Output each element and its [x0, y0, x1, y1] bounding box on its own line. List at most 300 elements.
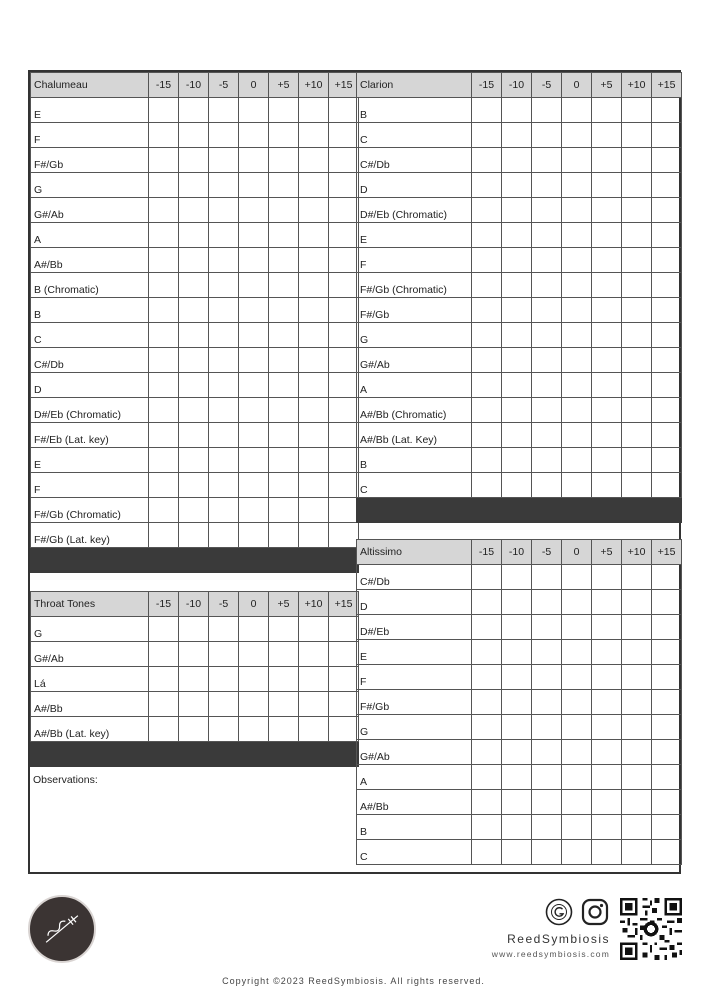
tuning-cell[interactable] [532, 248, 562, 273]
tuning-cell[interactable] [239, 667, 269, 692]
tuning-cell[interactable] [562, 223, 592, 248]
tuning-cell[interactable] [622, 448, 652, 473]
tuning-cell[interactable] [622, 840, 652, 865]
tuning-cell[interactable] [329, 667, 359, 692]
tuning-cell[interactable] [269, 617, 299, 642]
tuning-cell[interactable] [299, 173, 329, 198]
tuning-cell[interactable] [502, 348, 532, 373]
tuning-cell[interactable] [502, 448, 532, 473]
tuning-cell[interactable] [652, 98, 682, 123]
tuning-cell[interactable] [209, 123, 239, 148]
tuning-cell[interactable] [239, 223, 269, 248]
tuning-cell[interactable] [269, 717, 299, 742]
tuning-cell[interactable] [532, 715, 562, 740]
tuning-cell[interactable] [149, 498, 179, 523]
tuning-cell[interactable] [652, 665, 682, 690]
tuning-cell[interactable] [532, 423, 562, 448]
tuning-cell[interactable] [532, 815, 562, 840]
tuning-cell[interactable] [329, 617, 359, 642]
tuning-cell[interactable] [652, 615, 682, 640]
tuning-cell[interactable] [562, 473, 592, 498]
tuning-cell[interactable] [622, 690, 652, 715]
tuning-cell[interactable] [179, 498, 209, 523]
qr-code[interactable] [620, 898, 682, 960]
tuning-cell[interactable] [472, 615, 502, 640]
tuning-cell[interactable] [562, 423, 592, 448]
tuning-cell[interactable] [472, 690, 502, 715]
tuning-cell[interactable] [269, 667, 299, 692]
tuning-cell[interactable] [592, 840, 622, 865]
tuning-cell[interactable] [299, 323, 329, 348]
tuning-cell[interactable] [179, 98, 209, 123]
tuning-cell[interactable] [329, 473, 359, 498]
tuning-cell[interactable] [532, 98, 562, 123]
tuning-cell[interactable] [502, 765, 532, 790]
tuning-cell[interactable] [269, 148, 299, 173]
tuning-cell[interactable] [532, 348, 562, 373]
tuning-cell[interactable] [179, 323, 209, 348]
tuning-cell[interactable] [269, 298, 299, 323]
tuning-cell[interactable] [329, 348, 359, 373]
tuning-cell[interactable] [652, 323, 682, 348]
tuning-cell[interactable] [179, 198, 209, 223]
tuning-cell[interactable] [562, 273, 592, 298]
tuning-cell[interactable] [209, 498, 239, 523]
tuning-cell[interactable] [209, 423, 239, 448]
tuning-cell[interactable] [652, 690, 682, 715]
tuning-cell[interactable] [149, 717, 179, 742]
tuning-cell[interactable] [532, 323, 562, 348]
tuning-cell[interactable] [652, 740, 682, 765]
tuning-cell[interactable] [329, 373, 359, 398]
tuning-cell[interactable] [652, 148, 682, 173]
tuning-cell[interactable] [299, 298, 329, 323]
tuning-cell[interactable] [472, 123, 502, 148]
tuning-cell[interactable] [209, 198, 239, 223]
tuning-cell[interactable] [239, 473, 269, 498]
tuning-cell[interactable] [472, 173, 502, 198]
tuning-cell[interactable] [299, 523, 329, 548]
tuning-cell[interactable] [562, 690, 592, 715]
tuning-cell[interactable] [622, 323, 652, 348]
tuning-cell[interactable] [532, 640, 562, 665]
tuning-cell[interactable] [532, 615, 562, 640]
tuning-cell[interactable] [472, 223, 502, 248]
tuning-cell[interactable] [269, 223, 299, 248]
tuning-cell[interactable] [299, 423, 329, 448]
tuning-cell[interactable] [472, 715, 502, 740]
tuning-cell[interactable] [652, 248, 682, 273]
tuning-cell[interactable] [562, 640, 592, 665]
tuning-cell[interactable] [532, 790, 562, 815]
tuning-cell[interactable] [622, 473, 652, 498]
tuning-cell[interactable] [472, 298, 502, 323]
tuning-cell[interactable] [472, 98, 502, 123]
tuning-cell[interactable] [592, 298, 622, 323]
tuning-cell[interactable] [269, 498, 299, 523]
tuning-cell[interactable] [622, 123, 652, 148]
tuning-cell[interactable] [329, 423, 359, 448]
tuning-cell[interactable] [179, 423, 209, 448]
tuning-cell[interactable] [652, 590, 682, 615]
observations-box[interactable] [30, 770, 356, 872]
tuning-cell[interactable] [592, 323, 622, 348]
tuning-cell[interactable] [502, 690, 532, 715]
tuning-cell[interactable] [622, 173, 652, 198]
tuning-cell[interactable] [562, 740, 592, 765]
tuning-cell[interactable] [652, 173, 682, 198]
tuning-cell[interactable] [592, 565, 622, 590]
tuning-cell[interactable] [299, 448, 329, 473]
tuning-cell[interactable] [299, 98, 329, 123]
tuning-cell[interactable] [502, 790, 532, 815]
tuning-cell[interactable] [239, 448, 269, 473]
tuning-cell[interactable] [179, 248, 209, 273]
tuning-cell[interactable] [472, 398, 502, 423]
tuning-cell[interactable] [239, 173, 269, 198]
tuning-cell[interactable] [592, 665, 622, 690]
tuning-cell[interactable] [532, 590, 562, 615]
tuning-cell[interactable] [209, 398, 239, 423]
tuning-cell[interactable] [622, 148, 652, 173]
tuning-cell[interactable] [592, 615, 622, 640]
tuning-cell[interactable] [209, 448, 239, 473]
tuning-cell[interactable] [239, 123, 269, 148]
tuning-cell[interactable] [502, 615, 532, 640]
tuning-cell[interactable] [299, 123, 329, 148]
tuning-cell[interactable] [472, 740, 502, 765]
tuning-cell[interactable] [299, 248, 329, 273]
tuning-cell[interactable] [652, 840, 682, 865]
tuning-cell[interactable] [652, 715, 682, 740]
tuning-cell[interactable] [502, 173, 532, 198]
tuning-cell[interactable] [592, 790, 622, 815]
tuning-cell[interactable] [329, 298, 359, 323]
tuning-cell[interactable] [329, 448, 359, 473]
tuning-cell[interactable] [149, 248, 179, 273]
tuning-cell[interactable] [299, 473, 329, 498]
tuning-cell[interactable] [472, 640, 502, 665]
tuning-cell[interactable] [472, 198, 502, 223]
tuning-cell[interactable] [179, 173, 209, 198]
tuning-cell[interactable] [532, 173, 562, 198]
tuning-cell[interactable] [149, 123, 179, 148]
tuning-cell[interactable] [239, 423, 269, 448]
tuning-cell[interactable] [329, 692, 359, 717]
tuning-cell[interactable] [179, 642, 209, 667]
tuning-cell[interactable] [502, 640, 532, 665]
tuning-cell[interactable] [179, 298, 209, 323]
tuning-cell[interactable] [269, 123, 299, 148]
tuning-cell[interactable] [622, 615, 652, 640]
tuning-cell[interactable] [239, 298, 269, 323]
tuning-cell[interactable] [472, 373, 502, 398]
tuning-cell[interactable] [269, 373, 299, 398]
tuning-cell[interactable] [502, 715, 532, 740]
tuning-cell[interactable] [472, 148, 502, 173]
tuning-cell[interactable] [562, 590, 592, 615]
tuning-cell[interactable] [269, 248, 299, 273]
tuning-cell[interactable] [472, 840, 502, 865]
tuning-cell[interactable] [562, 715, 592, 740]
tuning-cell[interactable] [562, 765, 592, 790]
tuning-cell[interactable] [239, 498, 269, 523]
tuning-cell[interactable] [269, 348, 299, 373]
tuning-cell[interactable] [209, 523, 239, 548]
tuning-cell[interactable] [532, 373, 562, 398]
tuning-cell[interactable] [562, 615, 592, 640]
tuning-cell[interactable] [472, 248, 502, 273]
tuning-cell[interactable] [149, 323, 179, 348]
tuning-cell[interactable] [329, 148, 359, 173]
website-icon[interactable] [545, 898, 573, 926]
tuning-cell[interactable] [472, 473, 502, 498]
tuning-cell[interactable] [269, 98, 299, 123]
tuning-cell[interactable] [149, 473, 179, 498]
tuning-cell[interactable] [179, 448, 209, 473]
tuning-cell[interactable] [652, 373, 682, 398]
tuning-cell[interactable] [652, 223, 682, 248]
tuning-cell[interactable] [472, 590, 502, 615]
tuning-cell[interactable] [329, 123, 359, 148]
tuning-cell[interactable] [239, 248, 269, 273]
tuning-cell[interactable] [592, 473, 622, 498]
tuning-cell[interactable] [209, 148, 239, 173]
tuning-cell[interactable] [652, 448, 682, 473]
tuning-cell[interactable] [592, 373, 622, 398]
tuning-cell[interactable] [502, 590, 532, 615]
tuning-cell[interactable] [149, 423, 179, 448]
tuning-cell[interactable] [622, 273, 652, 298]
tuning-cell[interactable] [622, 248, 652, 273]
tuning-cell[interactable] [299, 717, 329, 742]
tuning-cell[interactable] [502, 740, 532, 765]
tuning-cell[interactable] [622, 373, 652, 398]
tuning-cell[interactable] [299, 498, 329, 523]
tuning-cell[interactable] [532, 123, 562, 148]
tuning-cell[interactable] [622, 640, 652, 665]
tuning-cell[interactable] [592, 640, 622, 665]
tuning-cell[interactable] [472, 323, 502, 348]
tuning-cell[interactable] [652, 273, 682, 298]
tuning-cell[interactable] [269, 692, 299, 717]
tuning-cell[interactable] [179, 273, 209, 298]
tuning-cell[interactable] [592, 273, 622, 298]
tuning-cell[interactable] [179, 223, 209, 248]
instagram-icon[interactable] [581, 898, 609, 926]
tuning-cell[interactable] [592, 740, 622, 765]
tuning-cell[interactable] [209, 692, 239, 717]
tuning-cell[interactable] [562, 373, 592, 398]
website-url[interactable]: www.reedsymbiosis.com [491, 949, 610, 959]
tuning-cell[interactable] [652, 815, 682, 840]
tuning-cell[interactable] [149, 617, 179, 642]
tuning-cell[interactable] [622, 740, 652, 765]
tuning-cell[interactable] [269, 323, 299, 348]
tuning-cell[interactable] [532, 448, 562, 473]
tuning-cell[interactable] [209, 617, 239, 642]
tuning-cell[interactable] [532, 840, 562, 865]
tuning-cell[interactable] [502, 565, 532, 590]
tuning-cell[interactable] [329, 717, 359, 742]
tuning-cell[interactable] [239, 98, 269, 123]
tuning-cell[interactable] [652, 398, 682, 423]
tuning-cell[interactable] [622, 715, 652, 740]
tuning-cell[interactable] [652, 765, 682, 790]
tuning-cell[interactable] [652, 298, 682, 323]
tuning-cell[interactable] [472, 448, 502, 473]
tuning-cell[interactable] [562, 815, 592, 840]
tuning-cell[interactable] [502, 473, 532, 498]
tuning-cell[interactable] [329, 398, 359, 423]
tuning-cell[interactable] [622, 815, 652, 840]
tuning-cell[interactable] [652, 473, 682, 498]
tuning-cell[interactable] [622, 765, 652, 790]
tuning-cell[interactable] [269, 398, 299, 423]
tuning-cell[interactable] [329, 198, 359, 223]
tuning-cell[interactable] [149, 148, 179, 173]
tuning-cell[interactable] [329, 223, 359, 248]
tuning-cell[interactable] [562, 790, 592, 815]
tuning-cell[interactable] [562, 198, 592, 223]
tuning-cell[interactable] [209, 173, 239, 198]
tuning-cell[interactable] [179, 473, 209, 498]
tuning-cell[interactable] [652, 348, 682, 373]
tuning-cell[interactable] [239, 523, 269, 548]
tuning-cell[interactable] [562, 98, 592, 123]
tuning-cell[interactable] [209, 473, 239, 498]
tuning-cell[interactable] [652, 423, 682, 448]
tuning-cell[interactable] [329, 523, 359, 548]
tuning-cell[interactable] [329, 248, 359, 273]
tuning-cell[interactable] [622, 565, 652, 590]
tuning-cell[interactable] [149, 223, 179, 248]
tuning-cell[interactable] [622, 348, 652, 373]
tuning-cell[interactable] [299, 148, 329, 173]
tuning-cell[interactable] [209, 667, 239, 692]
tuning-cell[interactable] [239, 273, 269, 298]
tuning-cell[interactable] [472, 565, 502, 590]
tuning-cell[interactable] [562, 173, 592, 198]
tuning-cell[interactable] [209, 348, 239, 373]
tuning-cell[interactable] [472, 790, 502, 815]
tuning-cell[interactable] [149, 667, 179, 692]
tuning-cell[interactable] [592, 98, 622, 123]
tuning-cell[interactable] [502, 273, 532, 298]
tuning-cell[interactable] [209, 373, 239, 398]
tuning-cell[interactable] [652, 565, 682, 590]
tuning-cell[interactable] [592, 198, 622, 223]
tuning-cell[interactable] [502, 840, 532, 865]
tuning-cell[interactable] [502, 98, 532, 123]
tuning-cell[interactable] [532, 198, 562, 223]
tuning-cell[interactable] [502, 373, 532, 398]
tuning-cell[interactable] [592, 448, 622, 473]
tuning-cell[interactable] [239, 348, 269, 373]
tuning-cell[interactable] [562, 840, 592, 865]
tuning-cell[interactable] [472, 423, 502, 448]
tuning-cell[interactable] [299, 223, 329, 248]
tuning-cell[interactable] [149, 348, 179, 373]
tuning-cell[interactable] [239, 692, 269, 717]
tuning-cell[interactable] [329, 98, 359, 123]
tuning-cell[interactable] [209, 248, 239, 273]
tuning-cell[interactable] [329, 323, 359, 348]
tuning-cell[interactable] [149, 98, 179, 123]
tuning-cell[interactable] [622, 198, 652, 223]
tuning-cell[interactable] [562, 448, 592, 473]
tuning-cell[interactable] [532, 148, 562, 173]
tuning-cell[interactable] [652, 790, 682, 815]
tuning-cell[interactable] [329, 273, 359, 298]
tuning-cell[interactable] [149, 692, 179, 717]
tuning-cell[interactable] [592, 715, 622, 740]
tuning-cell[interactable] [209, 223, 239, 248]
tuning-cell[interactable] [149, 523, 179, 548]
tuning-cell[interactable] [269, 473, 299, 498]
tuning-cell[interactable] [592, 223, 622, 248]
tuning-cell[interactable] [472, 348, 502, 373]
tuning-cell[interactable] [149, 642, 179, 667]
tuning-cell[interactable] [532, 690, 562, 715]
tuning-cell[interactable] [179, 692, 209, 717]
tuning-cell[interactable] [299, 642, 329, 667]
tuning-cell[interactable] [149, 398, 179, 423]
tuning-cell[interactable] [329, 642, 359, 667]
tuning-cell[interactable] [149, 298, 179, 323]
tuning-cell[interactable] [592, 590, 622, 615]
tuning-cell[interactable] [622, 398, 652, 423]
tuning-cell[interactable] [299, 617, 329, 642]
tuning-cell[interactable] [269, 523, 299, 548]
tuning-cell[interactable] [592, 690, 622, 715]
tuning-cell[interactable] [592, 765, 622, 790]
tuning-cell[interactable] [502, 148, 532, 173]
tuning-cell[interactable] [149, 373, 179, 398]
tuning-cell[interactable] [502, 323, 532, 348]
tuning-cell[interactable] [239, 148, 269, 173]
tuning-cell[interactable] [472, 665, 502, 690]
tuning-cell[interactable] [622, 298, 652, 323]
tuning-cell[interactable] [562, 348, 592, 373]
tuning-cell[interactable] [592, 815, 622, 840]
tuning-cell[interactable] [149, 198, 179, 223]
tuning-cell[interactable] [622, 665, 652, 690]
tuning-cell[interactable] [532, 298, 562, 323]
tuning-cell[interactable] [502, 198, 532, 223]
tuning-cell[interactable] [622, 590, 652, 615]
tuning-cell[interactable] [179, 667, 209, 692]
tuning-cell[interactable] [562, 298, 592, 323]
tuning-cell[interactable] [299, 273, 329, 298]
tuning-cell[interactable] [149, 448, 179, 473]
tuning-cell[interactable] [209, 323, 239, 348]
tuning-cell[interactable] [179, 617, 209, 642]
tuning-cell[interactable] [592, 248, 622, 273]
tuning-cell[interactable] [502, 815, 532, 840]
tuning-cell[interactable] [239, 373, 269, 398]
tuning-cell[interactable] [502, 223, 532, 248]
tuning-cell[interactable] [209, 717, 239, 742]
tuning-cell[interactable] [532, 665, 562, 690]
tuning-cell[interactable] [149, 173, 179, 198]
tuning-cell[interactable] [269, 173, 299, 198]
tuning-cell[interactable] [179, 398, 209, 423]
tuning-cell[interactable] [299, 198, 329, 223]
tuning-cell[interactable] [592, 123, 622, 148]
tuning-cell[interactable] [269, 642, 299, 667]
tuning-cell[interactable] [622, 423, 652, 448]
